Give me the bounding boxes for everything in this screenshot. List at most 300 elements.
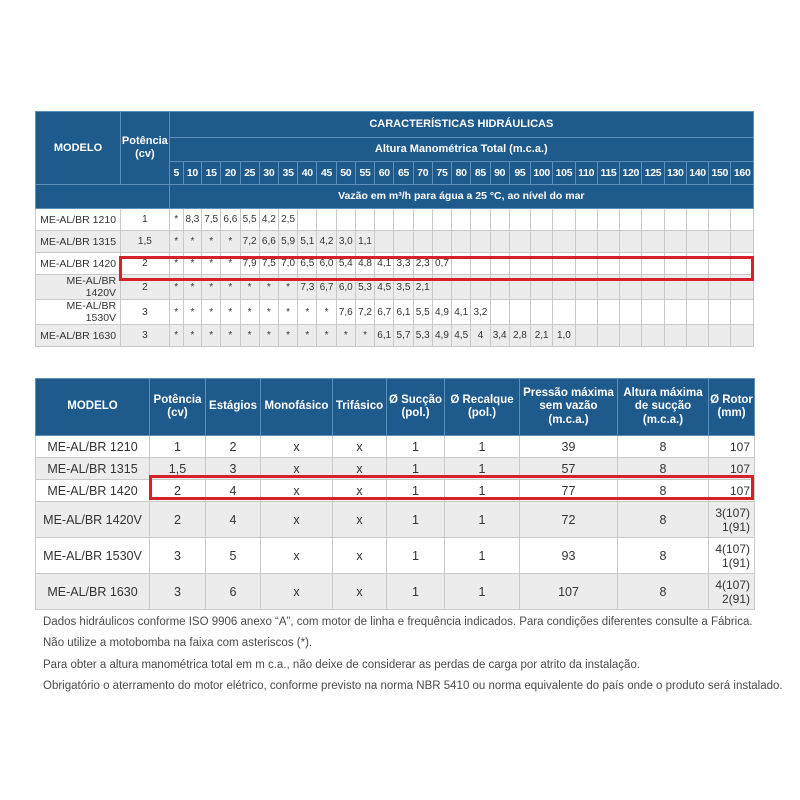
head-value: 140 — [686, 162, 708, 185]
flow-cell: 5,3 — [355, 275, 374, 300]
flow-cell — [620, 300, 642, 325]
flow-cell: * — [298, 325, 317, 347]
flow-cell — [471, 231, 490, 253]
stages-cell: 4 — [206, 502, 261, 538]
flow-cell — [597, 231, 619, 253]
flow-cell: 3,2 — [471, 300, 490, 325]
flow-cell: 6,0 — [336, 275, 355, 300]
flow-cell — [531, 253, 553, 275]
spec-header: Trifásico — [333, 379, 387, 436]
table-row — [36, 275, 754, 300]
flow-cell: * — [240, 325, 259, 347]
spec-header: Ø Recalque (pol.) — [445, 379, 520, 436]
technical-specifications-table — [35, 378, 755, 610]
flow-cell: * — [221, 300, 240, 325]
flow-cell — [664, 325, 686, 347]
flow-cell: * — [278, 275, 297, 300]
three-phase-cell: x — [333, 574, 387, 610]
power-cell: 3 — [121, 325, 170, 347]
head-value: 60 — [375, 162, 394, 185]
power-cell: 2 — [121, 253, 170, 275]
flow-cell — [709, 325, 731, 347]
flow-cell: 5,4 — [336, 253, 355, 275]
stages-cell: 6 — [206, 574, 261, 610]
stages-cell: 2 — [206, 436, 261, 458]
flow-cell: * — [169, 300, 183, 325]
flow-cell — [731, 231, 754, 253]
single-phase-cell: x — [261, 458, 333, 480]
flow-cell — [575, 231, 597, 253]
flow-cell: 2,3 — [413, 253, 432, 275]
discharge-cell: 1 — [445, 436, 520, 458]
table-row — [36, 253, 754, 275]
flow-cell — [575, 325, 597, 347]
flow-cell: * — [183, 325, 201, 347]
flow-cell — [731, 275, 754, 300]
flow-cell — [664, 300, 686, 325]
flow-cell: * — [169, 275, 183, 300]
spec-header: MODELO — [36, 379, 150, 436]
flow-cell — [432, 209, 451, 231]
flow-cell — [620, 275, 642, 300]
rotor-cell: 3(107) 1(91) — [709, 502, 755, 538]
flow-cell: * — [298, 300, 317, 325]
table2-body — [36, 436, 755, 610]
flow-cell — [597, 275, 619, 300]
flow-cell — [375, 231, 394, 253]
head-value: 75 — [432, 162, 451, 185]
flow-cell — [553, 300, 575, 325]
flow-cell: 6,7 — [375, 300, 394, 325]
flow-cell — [642, 300, 664, 325]
model-cell: ME-AL/BR 1315 — [36, 231, 121, 253]
model-cell: ME-AL/BR 1210 — [36, 209, 121, 231]
flow-cell: 7,2 — [355, 300, 374, 325]
flow-cell — [620, 231, 642, 253]
flow-cell: 4 — [471, 325, 490, 347]
flow-cell: * — [221, 275, 240, 300]
discharge-cell: 1 — [445, 480, 520, 502]
flow-cell — [531, 275, 553, 300]
head-value: 95 — [509, 162, 530, 185]
table-row — [36, 231, 754, 253]
head-value: 55 — [355, 162, 374, 185]
flow-cell — [471, 275, 490, 300]
pressure-cell: 93 — [520, 538, 618, 574]
power-header: Potência (cv) — [121, 112, 170, 185]
power-cell: 3 — [150, 538, 206, 574]
suction-cell: 1 — [387, 574, 445, 610]
model-cell: ME-AL/BR 1420 — [36, 253, 121, 275]
flow-cell — [597, 253, 619, 275]
single-phase-cell: x — [261, 538, 333, 574]
flow-cell — [531, 300, 553, 325]
flow-cell — [664, 209, 686, 231]
flow-cell — [642, 325, 664, 347]
flow-cell — [709, 209, 731, 231]
spec-header: Monofásico — [261, 379, 333, 436]
table-row — [36, 574, 755, 610]
model-cell: ME-AL/BR 1530V — [36, 300, 121, 325]
spec-header: Ø Rotor (mm) — [709, 379, 755, 436]
flow-cell: * — [183, 253, 201, 275]
flow-cell: 4,2 — [317, 231, 336, 253]
flow-cell: * — [202, 300, 221, 325]
power-cell: 2 — [150, 480, 206, 502]
rotor-cell: 4(107) 2(91) — [709, 574, 755, 610]
table-row — [36, 502, 755, 538]
flow-cell — [490, 209, 509, 231]
stages-cell: 4 — [206, 480, 261, 502]
head-value: 30 — [259, 162, 278, 185]
rotor-cell: 4(107) 1(91) — [709, 538, 755, 574]
flow-cell — [686, 253, 708, 275]
flow-cell: * — [355, 325, 374, 347]
head-value: 105 — [553, 162, 575, 185]
flow-cell — [432, 275, 451, 300]
flow-cell: * — [278, 300, 297, 325]
suction-cell: 1 — [387, 458, 445, 480]
flow-cell: 5,5 — [240, 209, 259, 231]
stages-cell: 5 — [206, 538, 261, 574]
flow-cell — [553, 231, 575, 253]
flow-cell: 1,1 — [355, 231, 374, 253]
flow-cell: 4,2 — [259, 209, 278, 231]
flow-cell — [620, 325, 642, 347]
flow-cell: * — [183, 231, 201, 253]
single-phase-cell: x — [261, 502, 333, 538]
flow-cell: * — [240, 275, 259, 300]
model-cell: ME-AL/BR 1420V — [36, 275, 121, 300]
flow-cell: * — [221, 253, 240, 275]
head-value: 130 — [664, 162, 686, 185]
model-cell: ME-AL/BR 1420V — [36, 502, 150, 538]
flow-cell: 5,5 — [413, 300, 432, 325]
flow-cell — [686, 300, 708, 325]
flow-cell: * — [259, 275, 278, 300]
flow-cell: 4,1 — [452, 300, 471, 325]
footnotes — [43, 612, 783, 697]
max-suction-cell: 8 — [618, 502, 709, 538]
flow-cell: * — [278, 325, 297, 347]
flow-cell: 4,1 — [375, 253, 394, 275]
flow-cell — [452, 231, 471, 253]
flow-cell — [509, 275, 530, 300]
max-suction-cell: 8 — [618, 574, 709, 610]
flow-cell: * — [169, 253, 183, 275]
suction-cell: 1 — [387, 538, 445, 574]
flow-cell — [575, 253, 597, 275]
model-cell: ME-AL/BR 1630 — [36, 325, 121, 347]
flow-cell: 7,5 — [202, 209, 221, 231]
model-cell: ME-AL/BR 1315 — [36, 458, 150, 480]
head-value: 90 — [490, 162, 509, 185]
flow-cell — [298, 209, 317, 231]
discharge-cell: 1 — [445, 574, 520, 610]
flow-header: Vazão em m³/h para água a 25 °C, ao nível do mar — [169, 185, 753, 209]
flow-cell: 5,1 — [298, 231, 317, 253]
single-phase-cell: x — [261, 436, 333, 458]
model-header: MODELO — [36, 112, 121, 185]
flow-cell — [452, 275, 471, 300]
flow-cell: 6,1 — [375, 325, 394, 347]
flow-cell — [709, 300, 731, 325]
flow-cell: 4,5 — [375, 275, 394, 300]
flow-cell — [394, 209, 413, 231]
flow-cell: 3,4 — [490, 325, 509, 347]
spec-header: Altura máxima de sucção (m.c.a.) — [618, 379, 709, 436]
three-phase-cell: x — [333, 480, 387, 502]
table-title: CARACTERÍSTICAS HIDRÁULICAS — [169, 112, 753, 138]
flow-cell: 7,5 — [259, 253, 278, 275]
flow-cell — [553, 253, 575, 275]
flow-cell — [664, 253, 686, 275]
flow-cell — [336, 209, 355, 231]
head-value: 15 — [202, 162, 221, 185]
flow-cell: * — [202, 253, 221, 275]
flow-cell — [471, 253, 490, 275]
flow-cell: 3,0 — [336, 231, 355, 253]
suction-cell: 1 — [387, 502, 445, 538]
hydraulic-characteristics-table — [35, 111, 754, 347]
head-value: 150 — [709, 162, 731, 185]
max-suction-cell: 8 — [618, 436, 709, 458]
flow-cell: 4,9 — [432, 300, 451, 325]
flow-cell — [394, 231, 413, 253]
flow-cell: 5,7 — [394, 325, 413, 347]
flow-cell — [597, 325, 619, 347]
table-row — [36, 480, 755, 502]
flow-cell — [413, 231, 432, 253]
flow-cell: 0,7 — [432, 253, 451, 275]
table-row — [36, 209, 754, 231]
rotor-cell: 107 — [709, 458, 755, 480]
table2-header — [36, 379, 755, 436]
flow-cell — [597, 300, 619, 325]
head-value: 40 — [298, 162, 317, 185]
flow-cell — [731, 325, 754, 347]
max-suction-cell: 8 — [618, 538, 709, 574]
single-phase-cell: x — [261, 574, 333, 610]
max-suction-cell: 8 — [618, 458, 709, 480]
head-value: 50 — [336, 162, 355, 185]
flow-cell: 6,7 — [317, 275, 336, 300]
flow-cell: 6,6 — [259, 231, 278, 253]
three-phase-cell: x — [333, 458, 387, 480]
flow-cell: * — [317, 325, 336, 347]
flow-cell: * — [259, 300, 278, 325]
flow-cell — [317, 209, 336, 231]
suction-cell: 1 — [387, 436, 445, 458]
flow-cell — [620, 253, 642, 275]
pressure-cell: 77 — [520, 480, 618, 502]
flow-cell: 3,3 — [394, 253, 413, 275]
power-cell: 2 — [121, 275, 170, 300]
table-row — [36, 458, 755, 480]
flow-cell — [686, 325, 708, 347]
table-row — [36, 300, 754, 325]
rotor-cell: 107 — [709, 480, 755, 502]
flow-cell — [490, 300, 509, 325]
flow-cell: * — [240, 300, 259, 325]
flow-cell — [509, 300, 530, 325]
head-value: 110 — [575, 162, 597, 185]
power-cell: 1 — [121, 209, 170, 231]
head-value: 10 — [183, 162, 201, 185]
single-phase-cell: x — [261, 480, 333, 502]
three-phase-cell: x — [333, 502, 387, 538]
flow-cell: 6,1 — [394, 300, 413, 325]
flow-cell — [375, 209, 394, 231]
flow-header-spacer — [36, 185, 170, 209]
flow-cell — [642, 253, 664, 275]
head-value: 5 — [169, 162, 183, 185]
head-value: 20 — [221, 162, 240, 185]
table1-body — [36, 209, 754, 347]
flow-cell: 6,0 — [317, 253, 336, 275]
head-value: 115 — [597, 162, 619, 185]
flow-cell: * — [317, 300, 336, 325]
flow-cell: 7,3 — [298, 275, 317, 300]
model-cell: ME-AL/BR 1210 — [36, 436, 150, 458]
flow-cell — [642, 209, 664, 231]
flow-cell — [531, 231, 553, 253]
flow-cell — [471, 209, 490, 231]
spec-header: Estágios — [206, 379, 261, 436]
model-cell: ME-AL/BR 1630 — [36, 574, 150, 610]
flow-cell — [509, 209, 530, 231]
three-phase-cell: x — [333, 436, 387, 458]
table-row — [36, 538, 755, 574]
power-cell: 1 — [150, 436, 206, 458]
pressure-cell: 72 — [520, 502, 618, 538]
flow-cell: 4,9 — [432, 325, 451, 347]
flow-cell: 3,5 — [394, 275, 413, 300]
footnote-line: Para obter a altura manométrica total em m c.a., não deixe de considerar as perdas de carga por atrito da instalação. — [43, 658, 641, 671]
flow-cell — [355, 209, 374, 231]
power-cell: 3 — [121, 300, 170, 325]
flow-cell: * — [221, 231, 240, 253]
flow-cell — [597, 209, 619, 231]
flow-cell: 7,0 — [278, 253, 297, 275]
power-cell: 1,5 — [121, 231, 170, 253]
pressure-cell: 39 — [520, 436, 618, 458]
flow-cell — [509, 231, 530, 253]
flow-cell — [432, 231, 451, 253]
power-cell: 2 — [150, 502, 206, 538]
head-value: 125 — [642, 162, 664, 185]
flow-cell — [709, 253, 731, 275]
flow-cell — [664, 231, 686, 253]
footnote-line: Obrigatório o aterramento do motor elétrico, conforme previsto na norma NBR 5410 ou norma equivalente do país onde o produto será instalado. — [43, 679, 783, 692]
flow-cell — [452, 253, 471, 275]
flow-cell: 7,2 — [240, 231, 259, 253]
table1-header — [36, 112, 754, 209]
head-value: 120 — [620, 162, 642, 185]
head-value: 160 — [731, 162, 754, 185]
flow-cell — [686, 209, 708, 231]
model-cell: ME-AL/BR 1530V — [36, 538, 150, 574]
flow-cell — [731, 253, 754, 275]
flow-cell — [553, 275, 575, 300]
flow-cell — [490, 275, 509, 300]
flow-cell: 2,1 — [531, 325, 553, 347]
flow-cell — [731, 300, 754, 325]
flow-cell — [686, 231, 708, 253]
flow-cell: 2,1 — [413, 275, 432, 300]
flow-cell: * — [221, 325, 240, 347]
flow-cell — [575, 209, 597, 231]
head-value: 85 — [471, 162, 490, 185]
suction-cell: 1 — [387, 480, 445, 502]
spec-header: Ø Sucção (pol.) — [387, 379, 445, 436]
flow-cell — [575, 300, 597, 325]
flow-cell: * — [183, 275, 201, 300]
flow-cell: 8,3 — [183, 209, 201, 231]
flow-cell — [575, 275, 597, 300]
model-cell: ME-AL/BR 1420 — [36, 480, 150, 502]
flow-cell: 6,6 — [221, 209, 240, 231]
flow-cell — [620, 209, 642, 231]
flow-cell — [490, 231, 509, 253]
flow-cell — [642, 275, 664, 300]
flow-cell: 1,0 — [553, 325, 575, 347]
flow-cell: * — [259, 325, 278, 347]
head-value: 100 — [531, 162, 553, 185]
flow-cell: * — [183, 300, 201, 325]
pressure-cell: 107 — [520, 574, 618, 610]
pressure-cell: 57 — [520, 458, 618, 480]
flow-cell: 6,5 — [298, 253, 317, 275]
flow-cell — [642, 231, 664, 253]
head-value: 45 — [317, 162, 336, 185]
flow-cell — [509, 253, 530, 275]
spec-header: Pressão máxima sem vazão (m.c.a.) — [520, 379, 618, 436]
flow-cell — [686, 275, 708, 300]
power-cell: 1,5 — [150, 458, 206, 480]
footnote-line: Não utilize a motobomba na faixa com asteriscos (*). — [43, 637, 313, 650]
head-header: Altura Manométrica Total (m.c.a.) — [169, 138, 753, 162]
head-value: 70 — [413, 162, 432, 185]
flow-cell: * — [169, 209, 183, 231]
flow-cell: * — [336, 325, 355, 347]
flow-cell — [709, 275, 731, 300]
head-value: 65 — [394, 162, 413, 185]
flow-cell — [553, 209, 575, 231]
stages-cell: 3 — [206, 458, 261, 480]
flow-cell — [709, 231, 731, 253]
rotor-cell: 107 — [709, 436, 755, 458]
flow-cell: 4,8 — [355, 253, 374, 275]
footnote-line: Dados hidráulicos conforme ISO 9906 anexo “A”, com motor de linha e frequência indicados. Para condições diferentes consulte a Fábrica. — [43, 616, 753, 628]
head-value: 25 — [240, 162, 259, 185]
flow-cell — [664, 275, 686, 300]
flow-cell: 4,5 — [452, 325, 471, 347]
flow-cell — [413, 209, 432, 231]
flow-cell — [731, 209, 754, 231]
discharge-cell: 1 — [445, 538, 520, 574]
discharge-cell: 1 — [445, 458, 520, 480]
flow-cell: 2,5 — [278, 209, 297, 231]
three-phase-cell: x — [333, 538, 387, 574]
max-suction-cell: 8 — [618, 480, 709, 502]
power-cell: 3 — [150, 574, 206, 610]
flow-cell: * — [202, 275, 221, 300]
table-row — [36, 436, 755, 458]
flow-cell: 2,8 — [509, 325, 530, 347]
flow-cell: 7,9 — [240, 253, 259, 275]
flow-cell: 5,3 — [413, 325, 432, 347]
